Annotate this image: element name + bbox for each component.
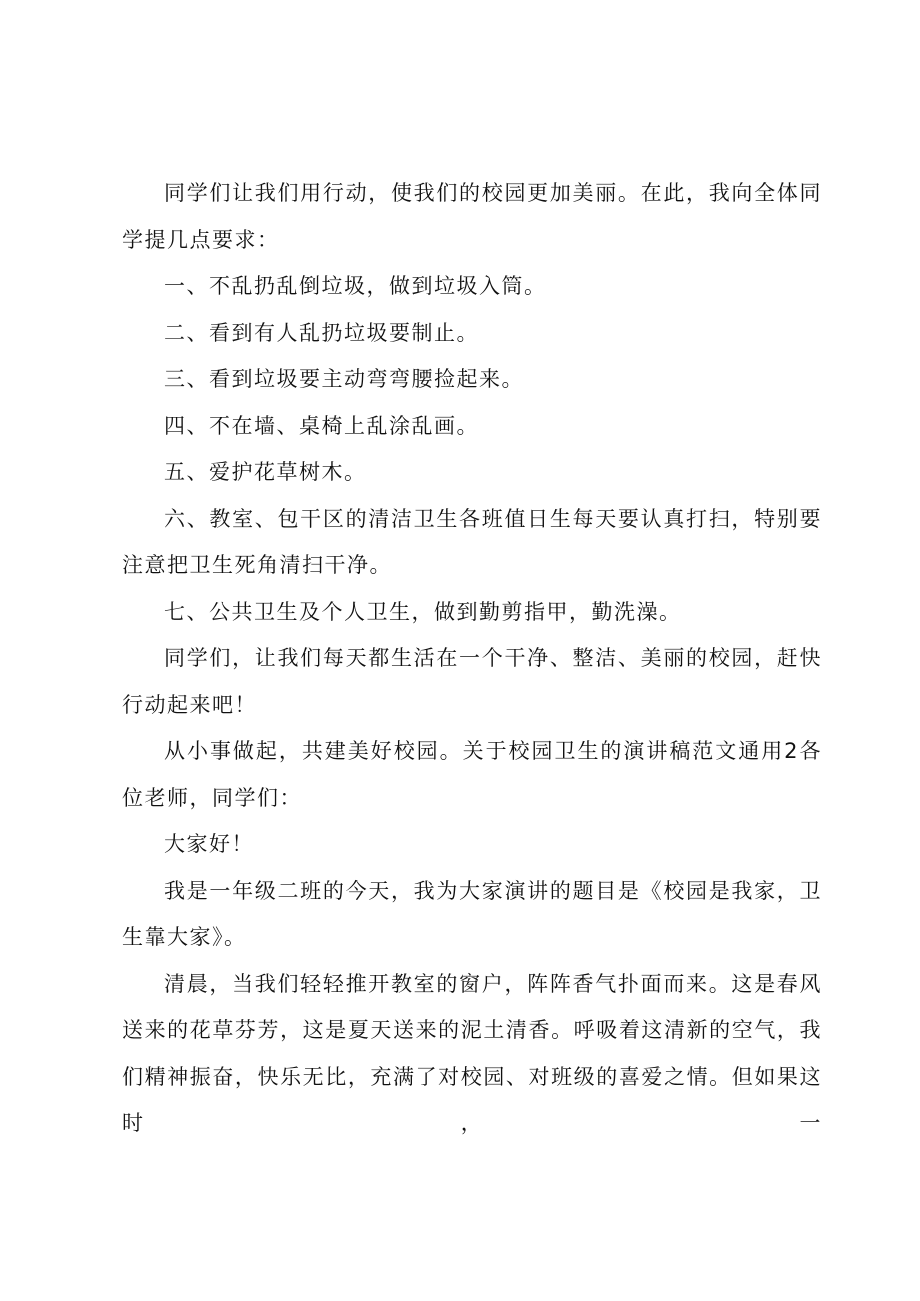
paragraph-speech-2-opening: 从小事做起，共建美好校园。关于校园卫生的演讲稿范文通用2各位老师，同学们： <box>122 739 822 810</box>
paragraph-speech-topic: 我是一年级二班的今天，我为大家演讲的题目是《校园是我家，卫生靠大家》。 <box>122 878 822 949</box>
paragraph-rule-5: 五、爱护花草树木。 <box>164 460 367 484</box>
paragraph-rule-4: 四、不在墙、桌椅上乱涂乱画。 <box>164 413 479 438</box>
document-body <box>122 170 822 1147</box>
paragraph-rule-6: 六、教室、包干区的清洁卫生各班值日生每天要认真打扫，特别要注意把卫生死角清扫干净。 <box>122 506 822 577</box>
paragraph-call-to-action: 同学们，让我们每天都生活在一个干净、整洁、美丽的校园，赶快行动起来吧！ <box>122 646 822 717</box>
paragraph-rule-7: 七、公共卫生及个人卫生，做到勤剪指甲，勤洗澡。 <box>164 599 682 624</box>
paragraph-rule-3: 三、看到垃圾要主动弯弯腰捡起来。 <box>164 367 524 391</box>
paragraph-greeting: 大家好！ <box>164 832 254 856</box>
paragraph-intro: 同学们让我们用行动，使我们的校园更加美丽。在此，我向全体同学提几点要求： <box>122 181 822 252</box>
paragraph-morning-scene: 清晨，当我们轻轻推开教室的窗户，阵阵香气扑面而来。这是春风送来的花草芬芳，这是夏天送来的泥土清香。呼吸着这清新的空气，我们精神振奋，快乐无比，充满了对校园、对班级的喜爱之情。但如果这时，一 <box>122 971 822 1135</box>
paragraph-rule-2: 二、看到有人乱扔垃圾要制止。 <box>164 320 479 345</box>
paragraph-rule-1: 一、不乱扔乱倒垃圾，做到垃圾入筒。 <box>164 274 547 298</box>
